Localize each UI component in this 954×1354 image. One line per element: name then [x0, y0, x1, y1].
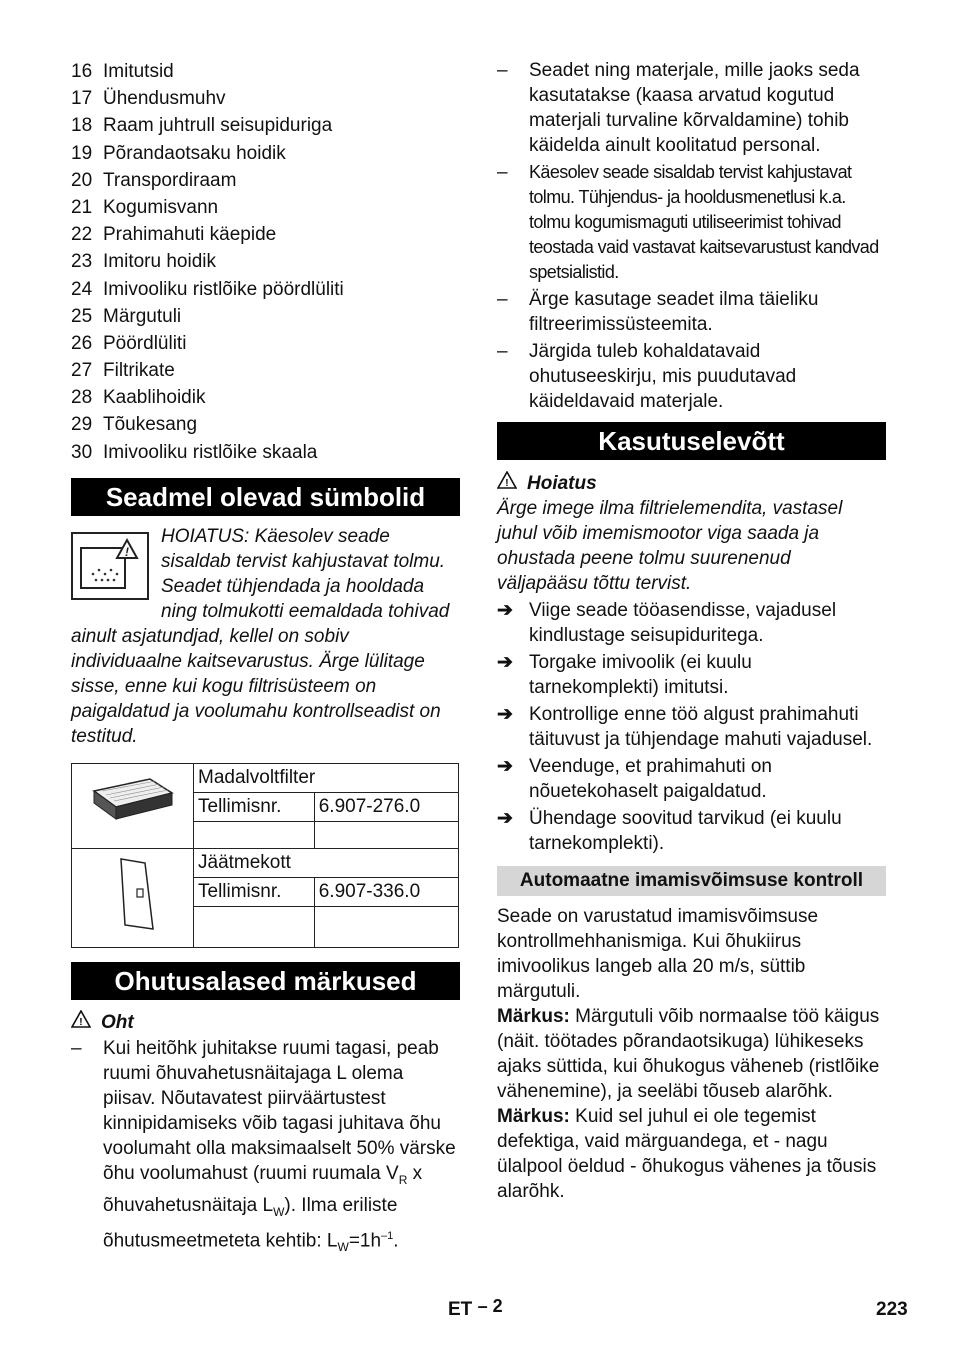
item-label: Prahimahuti käepide	[103, 224, 277, 246]
danger-label: Oht	[101, 1012, 134, 1034]
list-item	[71, 330, 460, 357]
item-label: Märgutuli	[103, 305, 182, 327]
arrow-right-icon: ➔	[497, 808, 513, 829]
filter-icon	[72, 763, 194, 848]
dash-marker: –	[497, 60, 508, 81]
accessory-order-label: Tellimisnr.	[194, 877, 315, 906]
step-text: Kontrollige enne töö algust prahimahuti täituvust ja tühjendage mahuti vajadusel.	[529, 704, 873, 750]
symbols-warning-text: HOIATUS: Käesolev seade sisaldab tervist kahjustavat tolmu. Seadet tühjendada ja hooldada ning tolmukotti eemaldada tohivad ainult asjatundjad, kellel on sobiv individuaalne kaitsevarustus. Ärge lülitage sisse, enne kui kogu filtrisüsteem on paigaldatud ja voolumahu kontrollseadist on testitud.	[71, 525, 450, 747]
accessory-name: Madalvoltfilter	[194, 763, 459, 792]
safety-item-text: Ärge kasutage seadet ilma täieliku filtreerimissüsteemita.	[529, 289, 819, 335]
footer-lang: ET – 2	[448, 1296, 503, 1320]
item-label: Transpordiraam	[103, 169, 237, 191]
list-item	[71, 439, 460, 466]
arrow-right-icon: ➔	[497, 704, 513, 725]
startup-warning-text: Ärge imege ilma filtrielemendita, vastasel juhul võib imemismootor viga saada ja ohustada peene tolmu suurenenud väljapääsu tõttu tervist.	[497, 498, 843, 594]
item-label: Imivooliku ristlõike pöördlüliti	[103, 278, 344, 300]
accessory-order-no: 6.907-336.0	[314, 877, 458, 906]
note-1	[497, 1004, 886, 1104]
list-item	[71, 112, 460, 139]
svg-text:!: !	[79, 1017, 83, 1029]
item-label: Kaablihoidik	[103, 387, 206, 409]
sub-r: R	[398, 1172, 408, 1187]
right-column	[497, 58, 886, 1204]
safety-list-continued	[497, 58, 886, 414]
danger-heading	[71, 1010, 460, 1036]
item-label: Tõukesang	[103, 414, 198, 436]
warning-label: Hoiatus	[527, 472, 597, 494]
list-item	[71, 58, 460, 85]
item-number: 21	[71, 196, 93, 218]
note-2-text: Kuid sel juhul ei ole tegemist defektiga, vaid märguandega, et - nagu ülalpool öeldud - õhukogus vähenes ja tõusis alarõhk.	[497, 1106, 877, 1202]
safety-text-3: ). Ilma eriliste õhutusmeetmeteta kehtib: L	[103, 1194, 398, 1252]
item-label: Imivooliku ristlõike skaala	[103, 441, 318, 463]
arrow-right-icon: ➔	[497, 600, 513, 621]
safety-end: .	[393, 1230, 399, 1252]
list-item	[71, 85, 460, 112]
accessory-order-no: 6.907-276.0	[314, 792, 458, 821]
note-label: Märkus:	[497, 1106, 570, 1127]
item-label: Ühendusmuhv	[103, 88, 226, 110]
item-label: Põrandaotsaku hoidik	[103, 142, 286, 164]
step-item	[497, 598, 886, 648]
auto-control-para: Seade on varustatud imamisvõimsuse kontrollmehhanismiga. Kui õhukiirus imivoolikus langeb alla 20 m/s, süttib märgutuli.	[497, 906, 819, 1002]
list-item	[71, 411, 460, 438]
svg-text:!: !	[125, 544, 129, 559]
item-number: 30	[71, 441, 93, 463]
item-number: 17	[71, 88, 93, 110]
step-text: Veenduge, et prahimahuti on nõuetekohaselt paigaldatud.	[529, 756, 772, 802]
item-label: Imitutsid	[103, 61, 174, 82]
safety-text-2: x õhuvahetusnäitaja L	[103, 1162, 423, 1216]
step-text: Torgake imivoolik (ei kuulu tarnekomplekti) imitutsi.	[529, 652, 752, 698]
left-column	[71, 58, 460, 1263]
safety-item	[497, 339, 886, 414]
item-number: 23	[71, 251, 93, 273]
step-text: Viige seade tööasendisse, vajadusel kindlustage seisupiduritega.	[529, 600, 837, 646]
safety-item-text: Järgida tuleb kohaldatavaid ohutuseeskirju, mis puudutavad käideldavaid materjale.	[529, 341, 797, 412]
arrow-right-icon: ➔	[497, 652, 513, 673]
item-number: 24	[71, 278, 93, 300]
sub-w: W	[273, 1204, 285, 1219]
dash-marker: –	[497, 162, 508, 183]
item-number: 19	[71, 142, 93, 164]
list-item	[71, 221, 460, 248]
dust-hazard-warning-icon	[71, 532, 149, 600]
waste-bag-icon	[72, 848, 194, 947]
note-2	[497, 1104, 886, 1204]
accessory-order-label: Tellimisnr.	[194, 792, 315, 821]
safety-text-4: =1h	[348, 1230, 382, 1252]
step-item	[497, 754, 886, 804]
list-item	[71, 357, 460, 384]
accessories-table	[71, 763, 459, 948]
item-number: 25	[71, 305, 93, 327]
step-text: Ühendage soovitud tarvikud (ei kuulu tarnekomplekti).	[529, 808, 842, 854]
safety-item	[497, 287, 886, 337]
startup-heading: Kasutuselevõtt	[497, 422, 886, 460]
item-number: 20	[71, 169, 93, 191]
dash-marker: –	[497, 341, 508, 362]
safety-item: – Kui heitõhk juhitakse ruumi tagasi, peab ruumi õhuvahetusnäitajaga L olema piisav. Nõutavatest piirväärtustest kinnipidamiseks võib tagasi juhitava õhu voolumaht olla maksimaalselt 50% värske õhu voolumahust (ruumi ruumala $V_R$ x õhuvahetusnäitaja $L_W$). Ilma eriliste õhutusmeetmeteta kehtib: $L_W=1h^{-1}$.	[71, 1037, 456, 1255]
list-item	[71, 384, 460, 411]
symbols-heading: Seadmel olevad sümbolid	[71, 478, 460, 516]
parts-list	[71, 58, 460, 466]
item-label: Imitoru hoidik	[103, 251, 216, 273]
item-number: 27	[71, 360, 93, 382]
item-label: Raam juhtrull seisupiduriga	[103, 115, 333, 137]
safety-item	[497, 58, 886, 158]
safety-item-text: Seadet ning materjale, mille jaoks seda kasutatakse (kaasa arvatud kogutud materjali turvaline kõrvaldamine) tohib käidelda ainult koolitatud personal.	[529, 60, 860, 156]
list-item	[71, 194, 460, 221]
auto-control-heading: Automaatne imamisvõimsuse kontroll	[497, 866, 886, 896]
item-number: 29	[71, 414, 93, 436]
startup-steps	[497, 598, 886, 856]
list-item	[71, 140, 460, 167]
note-1-text: Märgutuli võib normaalse töö käigus (näit. töötades põrandaotsikuga) lühikeseks ajaks süttida, kui õhukogus väheneb (ristlõike vähenemine), ja seeläbi tõuseb alarõhk.	[497, 1006, 880, 1102]
item-number: 28	[71, 387, 93, 409]
warning-heading	[497, 470, 886, 496]
note-label: Märkus:	[497, 1006, 570, 1027]
accessory-name: Jäätmekott	[194, 848, 459, 877]
item-number: 22	[71, 224, 93, 246]
page-number: 223	[876, 1299, 908, 1320]
safety-heading: Ohutusalased märkused	[71, 962, 460, 1000]
warning-triangle-icon	[497, 471, 517, 496]
sub-w-2: W	[337, 1240, 349, 1255]
step-item	[497, 702, 886, 752]
list-item	[71, 276, 460, 303]
list-item	[71, 303, 460, 330]
item-label: Filtrikate	[103, 360, 175, 382]
safety-item	[497, 160, 886, 285]
symbols-warning	[71, 524, 460, 749]
item-number: 16	[71, 61, 93, 82]
list-item	[71, 248, 460, 275]
safety-text-1: Kui heitõhk juhitakse ruumi tagasi, peab ruumi õhuvahetusnäitajaga L olema piisav. Nõutavatest piirväärtustest kinnipidamiseks võib tagasi juhitava õhu voolumaht olla maksimaalselt 50% värske õhu voolumahust (ruumi ruumala V	[103, 1037, 456, 1184]
list-item	[71, 167, 460, 194]
item-label: Pöördlüliti	[103, 332, 187, 354]
arrow-right-icon: ➔	[497, 756, 513, 777]
warning-triangle-icon	[71, 1010, 91, 1035]
dash-marker: –	[497, 289, 508, 310]
sup-minus-one: –1	[381, 1230, 394, 1243]
safety-item-text: Käesolev seade sisaldab tervist kahjustavat tolmu. Tühjendus- ja hooldusmenetlusi k.a. tolmu kogumismaguti utiliseerimist tohivad teostada vaid vastavat kaitsevarustust kandvad spetsialistid.	[529, 162, 879, 282]
item-number: 26	[71, 332, 93, 354]
step-item	[497, 806, 886, 856]
svg-text:!: !	[505, 477, 509, 489]
item-number: 18	[71, 115, 93, 137]
item-label: Kogumisvann	[103, 196, 219, 218]
step-item	[497, 650, 886, 700]
